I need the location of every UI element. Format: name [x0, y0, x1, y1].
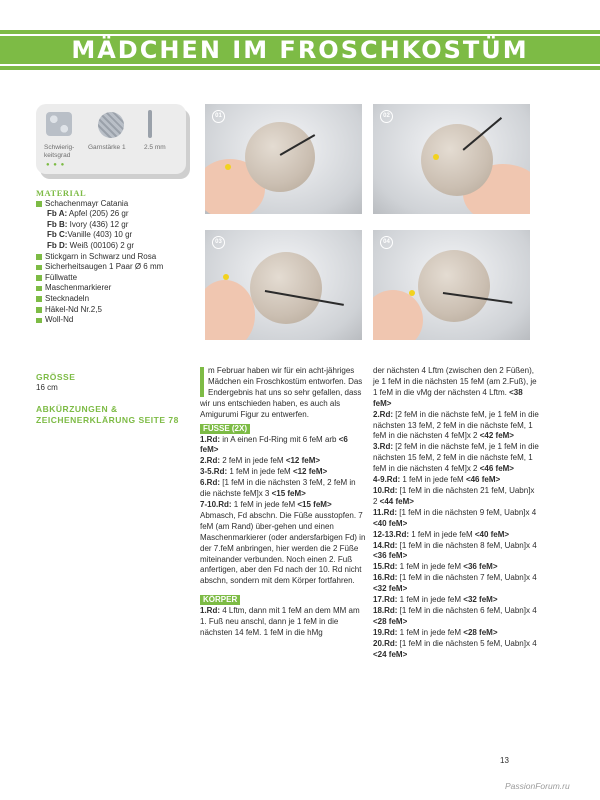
instruction-row	[373, 628, 541, 639]
body-row-1-cont	[373, 366, 541, 410]
difficulty-icon	[46, 112, 72, 136]
instruction-row	[200, 435, 366, 457]
row-count: <24 feM>	[373, 649, 408, 659]
banner-bottom-rule	[0, 64, 600, 66]
material-text: Schachenmayr Catania	[45, 198, 129, 208]
row-label: 17.Rd:	[373, 595, 398, 605]
material-item	[36, 252, 196, 263]
row-count: <28 feM>	[373, 616, 408, 626]
row-text: 1 feM in jede feM	[400, 475, 466, 485]
row-text: 1 feM in jede feM	[409, 529, 475, 539]
row-text: der nächsten 4 Lftm (zwischen den 2 Füßen), je 1 feM in die nächsten 15 feM (am 2.Fuß), je 1 feM in die vMg der nächsten 4 Lftm.	[373, 366, 537, 397]
instruction-row	[373, 639, 541, 661]
pin-head	[409, 290, 415, 296]
material-text: Häkel-Nd Nr.2,5	[45, 304, 102, 314]
instruction-row	[373, 475, 541, 486]
intro-paragraph	[200, 366, 366, 421]
material-text: Füllwatte	[45, 272, 78, 282]
instruction-row	[373, 486, 541, 508]
feet-heading: FÜSSE (2X)	[200, 424, 250, 434]
instruction-row	[373, 442, 541, 475]
crochet-ball	[418, 250, 490, 322]
row-count: <12 feM>	[292, 467, 328, 477]
row-text: 1 feM in jede feM	[397, 595, 464, 605]
material-text: Weiß (00106) 2 gr	[67, 240, 134, 250]
material-text: Ivory (436) 12 gr	[67, 219, 129, 229]
intro-text: m Februar haben wir für ein acht-jähriges Mädchen ein Froschkostüm entworfen. Das Endergebnis hat uns so sehr gefallen, dass wir uns entschieden haben, es auch als Amigurumi Figur zu entwerfen.	[200, 366, 363, 419]
instruction-row	[200, 456, 366, 467]
row-label: 12-13.Rd:	[373, 529, 410, 539]
instruction-row	[373, 606, 541, 628]
row-label: 3-5.Rd:	[200, 467, 228, 477]
row-text: 1 feM in jede feM	[231, 499, 298, 509]
abbreviations-heading: ABKÜRZUNGEN & ZEICHENERKLÄRUNG SEITE 78	[36, 404, 179, 425]
row-label: 14.Rd:	[373, 540, 398, 550]
row-text: in A einen Fd-Ring mit 6 feM arb	[220, 434, 339, 444]
row-count: <44 feM>	[379, 496, 414, 506]
step-number: 02	[380, 110, 393, 123]
material-item	[36, 273, 196, 284]
material-text: Stecknadeln	[45, 293, 90, 303]
drop-cap-bar	[200, 367, 204, 397]
crochet-ball	[245, 122, 315, 192]
material-item	[36, 262, 196, 273]
row-label: 18.Rd:	[373, 605, 398, 615]
color-code: Fb D:	[47, 240, 68, 250]
step-number: 01	[212, 110, 225, 123]
row-label: 2.Rd:	[373, 409, 393, 419]
step-number: 04	[380, 236, 393, 249]
row-count: <28 feM>	[463, 627, 498, 637]
step-photo-04	[373, 230, 530, 340]
row-label: 16.Rd:	[373, 573, 398, 583]
instruction-row	[373, 410, 541, 443]
color-code: Fb C:	[47, 230, 68, 240]
row-count: <46 feM>	[465, 475, 501, 485]
row-count: <46 feM>	[479, 464, 514, 474]
feet-note: Abmasch, Fd abschn. Die Füße ausstopfen. 7 feM (am Rand) über-gehen und einen Maschenmarkierer (oder andersfarbigen Fd) in der 7.feM anbringen, hier werden die 2 Füße miteinander verbunden. Noch einen 2. Fuß anfertigen, aber den Fd nach der 10. Rd nicht abschn, sondern mit dem Körper fortfahren.	[200, 510, 366, 586]
feet-rows	[200, 435, 366, 511]
row-text: 2 feM in jede feM	[220, 456, 286, 466]
row-label: 7-10.Rd:	[200, 499, 232, 509]
row-label: 19.Rd:	[373, 627, 398, 637]
row-text: [1 feM in die nächsten 3 feM, 2 feM in die nächste feM]x 3	[200, 478, 356, 499]
row-text: [1 feM in die nächsten 8 feM, Uabn]x 4	[397, 540, 537, 550]
instruction-row	[373, 508, 541, 530]
instruction-row	[200, 467, 366, 478]
row-label: 2.Rd:	[200, 456, 220, 466]
instruction-row	[373, 573, 541, 595]
row-count: <6 feM>	[200, 434, 348, 455]
yarn-weight-label: Garnstärke 1	[88, 144, 126, 151]
instructions-column-right	[373, 366, 541, 660]
row-count: <15 feM>	[297, 499, 332, 509]
instruction-row	[200, 500, 366, 511]
material-item	[36, 199, 196, 210]
material-text: Stickgarn in Schwarz und Rosa	[45, 251, 157, 261]
material-item	[36, 315, 196, 326]
size-section	[36, 372, 75, 394]
hook-size-label: 2.5 mm	[144, 144, 166, 151]
hand-shape	[205, 280, 255, 340]
size-heading: GRÖSSE	[36, 372, 76, 382]
body-heading: KÖRPER	[200, 595, 240, 605]
instruction-row	[373, 562, 541, 573]
material-item	[36, 283, 196, 294]
row-count: <40 feM>	[373, 518, 408, 528]
material-list	[36, 199, 196, 326]
row-text: [2 feM in die nächste feM, je 1 feM in die nächsten 13 feM, 2 feM in die nächste feM, 1 feM in die nächsten 4 feM]x 2	[373, 409, 539, 441]
row-text: 1 feM in jede feM	[397, 562, 464, 572]
row-label: 1.Rd:	[200, 434, 220, 444]
page-number: 13	[500, 756, 509, 765]
step-photo-02	[373, 104, 530, 214]
row-text: [1 feM in die nächsten 7 feM, Uabn]x 4	[397, 573, 537, 583]
row-text: [1 feM in die nächsten 6 feM, Uabn]x 4	[397, 605, 537, 615]
material-item	[36, 294, 196, 305]
pin-head	[225, 164, 231, 170]
crochet-ball	[421, 124, 493, 196]
row-text: 1 feM in jede feM	[227, 467, 293, 477]
color-code: Fb A:	[47, 209, 68, 219]
step-photo-01	[205, 104, 362, 214]
difficulty-dots: ● ● ●	[46, 162, 66, 168]
material-text: Apfel (205) 26 gr	[67, 209, 129, 219]
color-code: Fb B:	[47, 219, 68, 229]
row-count: <36 feM>	[463, 562, 498, 572]
yarn-icon	[98, 112, 124, 138]
row-label: 15.Rd:	[373, 562, 398, 572]
row-text: [1 feM in die nächsten 5 feM, Uabn]x 4	[397, 638, 537, 648]
hook-icon	[148, 110, 152, 138]
material-item	[36, 220, 196, 231]
material-section	[36, 188, 196, 326]
row-text: [1 feM in die nächsten 21 feM, Uabn]x 2	[373, 485, 535, 506]
row-count: <36 feM>	[373, 551, 408, 561]
row-text: 1 feM in jede feM	[397, 627, 464, 637]
row-count: <40 feM>	[474, 529, 510, 539]
row-text: [2 feM in die nächste feM, je 1 feM in die nächsten 15 feM, 2 feM in die nächste feM, 1 feM in die nächsten 4 feM]x 2	[373, 442, 539, 474]
body-row-1	[200, 606, 366, 639]
row-label: 4-9.Rd:	[373, 475, 401, 485]
row-label: 1.Rd:	[200, 606, 220, 616]
instruction-row	[373, 595, 541, 606]
instructions-column-left	[200, 366, 366, 639]
instruction-row	[200, 478, 366, 500]
crochet-ball	[250, 252, 322, 324]
material-item	[36, 209, 196, 220]
instruction-row	[373, 530, 541, 541]
row-count: <38 feM>	[373, 387, 523, 408]
row-count: <32 feM>	[373, 584, 408, 594]
body-rows	[373, 410, 541, 661]
material-text: Vanille (403) 10 gr	[67, 230, 133, 240]
abbreviations-section	[36, 404, 179, 426]
material-heading: MATERIAL	[36, 188, 87, 198]
material-item	[36, 305, 196, 316]
material-item	[36, 230, 196, 241]
row-count: <12 feM>	[285, 456, 321, 466]
pin-head	[433, 154, 439, 160]
difficulty-label: Schwierig- keitsgrad	[44, 144, 75, 159]
row-label: 3.Rd:	[373, 442, 393, 452]
hand-shape	[373, 290, 423, 340]
material-text: Sicherheitsaugen 1 Paar Ø 6 mm	[45, 262, 164, 272]
title-banner	[0, 30, 600, 70]
material-text: Woll-Nd	[45, 315, 74, 325]
row-text: 4 Lftm, dann mit 1 feM an dem MM am 1. Fuß neu anschl, dann je 1 feM in die nächsten 14 feM. 1 feM in die hMg	[200, 606, 360, 638]
page-title: MÄDCHEN IM FROSCHKOSTÜM	[71, 36, 529, 64]
row-label: 6.Rd:	[200, 478, 220, 488]
row-label: 20.Rd:	[373, 638, 398, 648]
row-label: 11.Rd:	[373, 507, 398, 517]
pattern-info-box	[36, 104, 186, 174]
material-item	[36, 241, 196, 252]
instruction-row	[373, 541, 541, 563]
step-number: 03	[212, 236, 225, 249]
row-count: <32 feM>	[463, 595, 498, 605]
step-photo-03	[205, 230, 362, 340]
size-value: 16 cm	[36, 383, 58, 392]
row-count: <42 feM>	[479, 431, 514, 441]
pin-head	[223, 274, 229, 280]
row-text: [1 feM in die nächsten 9 feM, Uabn]x 4	[397, 507, 537, 517]
material-text: Maschenmarkierer	[45, 283, 112, 293]
row-label: 10.Rd:	[373, 485, 398, 495]
row-count: <15 feM>	[271, 489, 306, 499]
watermark: PassionForum.ru	[505, 781, 570, 791]
